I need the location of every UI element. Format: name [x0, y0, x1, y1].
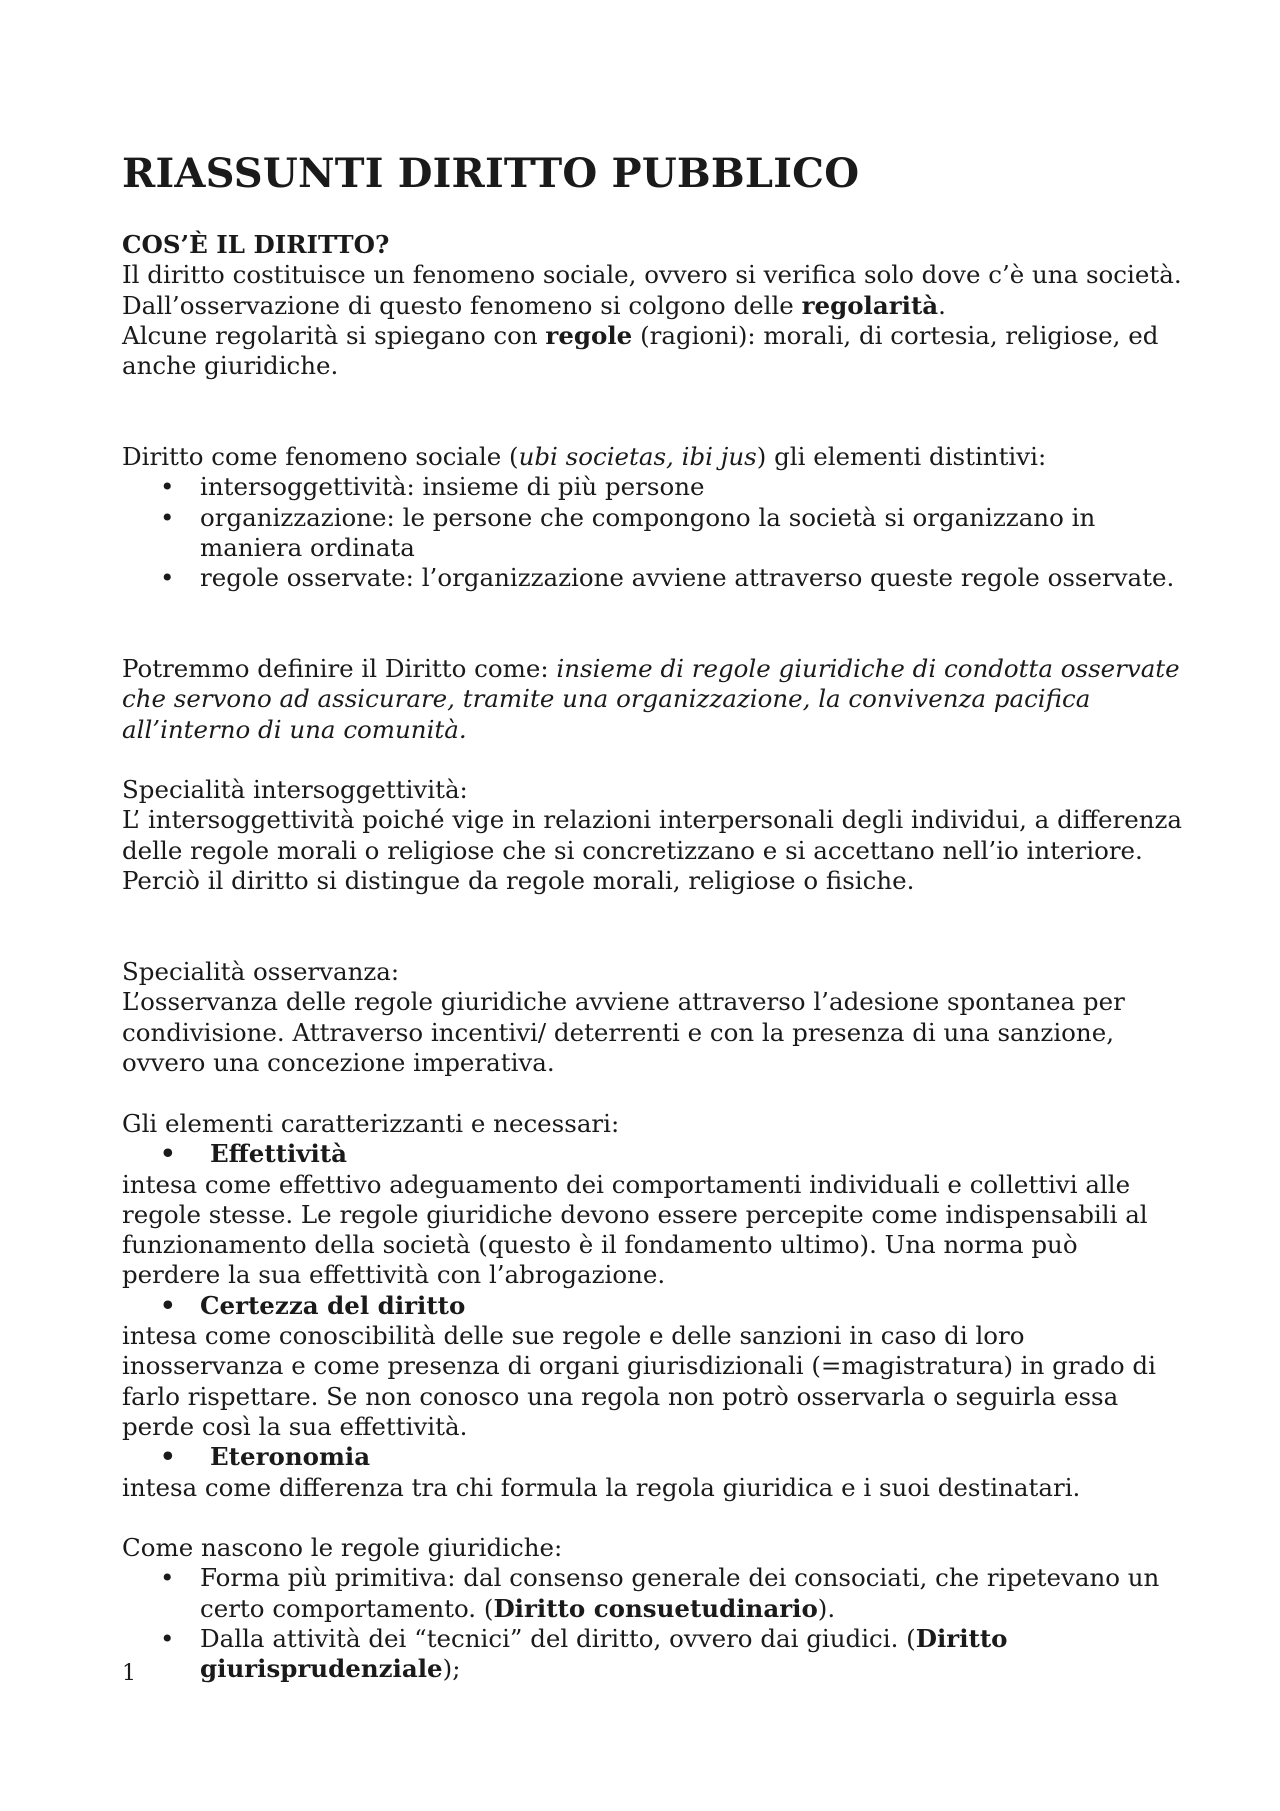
paragraph: [122, 442, 1182, 472]
paragraph: intesa come conoscibilità delle sue regole e delle sanzioni in caso di loro inosservanza e come presenza di organi giurisdizionali (=magistratura) in grado di farlo rispettare. Se non conosco una regola non potrò osservarla o seguirla essa perde così la sua effettività.: [122, 1321, 1156, 1441]
section-cos-e-il-diritto: [122, 230, 1182, 381]
paragraph: intesa come effettivo adeguamento dei comportamenti individuali e collettivi alle regole stesse. Le regole giuridiche devono essere percepite come indispensabili al funzionamento della società (questo è il fondamento ultimo). Una norma può perdere la sua effettività con l’abrogazione.: [122, 1169, 1148, 1290]
text: (ragioni): morali, di cortesia, religiose, ed anche giuridiche.: [122, 320, 1159, 381]
list-item: [122, 1624, 1182, 1685]
paragraph: [122, 291, 1182, 321]
list-item: • regole osservate: l’organizzazione avviene attraverso queste regole osservate.: [122, 563, 1182, 593]
bold-term: regole: [545, 320, 633, 350]
bullet-list: [122, 472, 1182, 593]
text: Potremmo definire il Diritto come:: [122, 654, 557, 683]
list-item: • intersoggettività: insieme di più persone: [122, 472, 1182, 502]
italic-term: ubi societas, ibi jus: [518, 442, 757, 471]
paragraph: [122, 654, 1182, 745]
text: ) gli elementi distintivi:: [756, 442, 1047, 471]
bold-term: regolarità: [801, 290, 939, 320]
text: );: [442, 1654, 461, 1684]
text: Dall’osservazione di questo fenomeno si colgono delle: [122, 290, 802, 320]
section-heading: Specialità osservanza:: [122, 957, 400, 986]
list-item: • organizzazione: le persone che compongono la società si organizzano in maniera ordinata: [122, 503, 1182, 564]
paragraph: Il diritto costituisce un fenomeno sociale, ovvero si verifica solo dove c’è una società.: [122, 260, 1182, 290]
text: Dalla attività dei “tecnici” del diritto, ovvero dai giudici. (: [200, 1623, 916, 1653]
paragraph: L’ intersoggettività poiché vige in relazioni interpersonali degli individui, a differenza delle regole morali o religiose che si concretizzano e si accettano nell’io interiore. Perciò il diritto si distingue da regole morali, religiose o fisiche.: [122, 805, 1182, 895]
paragraph: [122, 321, 1182, 382]
bold-term: Diritto consuetudinario: [493, 1593, 818, 1623]
subheading-eteronomia: • Eteronomia: [122, 1442, 1182, 1472]
paragraph: Come nascono le regole giuridiche:: [122, 1533, 563, 1562]
paragraph: L’osservanza delle regole giuridiche avviene attraverso l’adesione spontanea per condivisione. Attraverso incentivi/ deterrenti e con la presenza di una sanzione, ovvero una concezione imperativa.: [122, 987, 1125, 1077]
section-specialita-intersoggettivita: [122, 775, 1182, 896]
bold-term: Diritto giurisprudenziale: [200, 1623, 1008, 1684]
section-heading: COS’È IL DIRITTO?: [122, 230, 390, 259]
bullet-list: [122, 1563, 1182, 1684]
section-elementi-caratterizzanti: [122, 1109, 1182, 1503]
section-heading: Specialità intersoggettività:: [122, 775, 468, 804]
paragraph: intesa come differenza tra chi formula la regola giuridica e i suoi destinatari.: [122, 1472, 1081, 1502]
list-item: [122, 1563, 1182, 1624]
document-title: RIASSUNTI DIRITTO PUBBLICO: [122, 150, 860, 197]
text: ).: [817, 1593, 836, 1623]
subheading-certezza: • Certezza del diritto: [122, 1291, 1182, 1321]
section-elementi-distintivi: [122, 442, 1182, 593]
text: Forma più primitiva: dal consenso generale dei consociati, che ripetevano un certo comportamento. (: [200, 1563, 1160, 1623]
text: Diritto come fenomeno sociale (: [122, 442, 519, 471]
paragraph: Gli elementi caratterizzanti e necessari:: [122, 1109, 620, 1138]
italic-definition: insieme di regole giuridiche di condotta osservate che servono ad assicurare, tramite una organizzazione, la convivenza pacifica all’interno di una comunità.: [122, 654, 1180, 744]
section-definizione: [122, 654, 1182, 745]
subheading-effettivita: • Effettività: [122, 1139, 1182, 1169]
text: Alcune regolarità si spiegano con: [122, 320, 546, 350]
section-specialita-osservanza: [122, 957, 1182, 1078]
page-number: 1: [122, 1661, 136, 1686]
section-nascita-regole: [122, 1533, 1182, 1684]
text: .: [938, 290, 946, 320]
